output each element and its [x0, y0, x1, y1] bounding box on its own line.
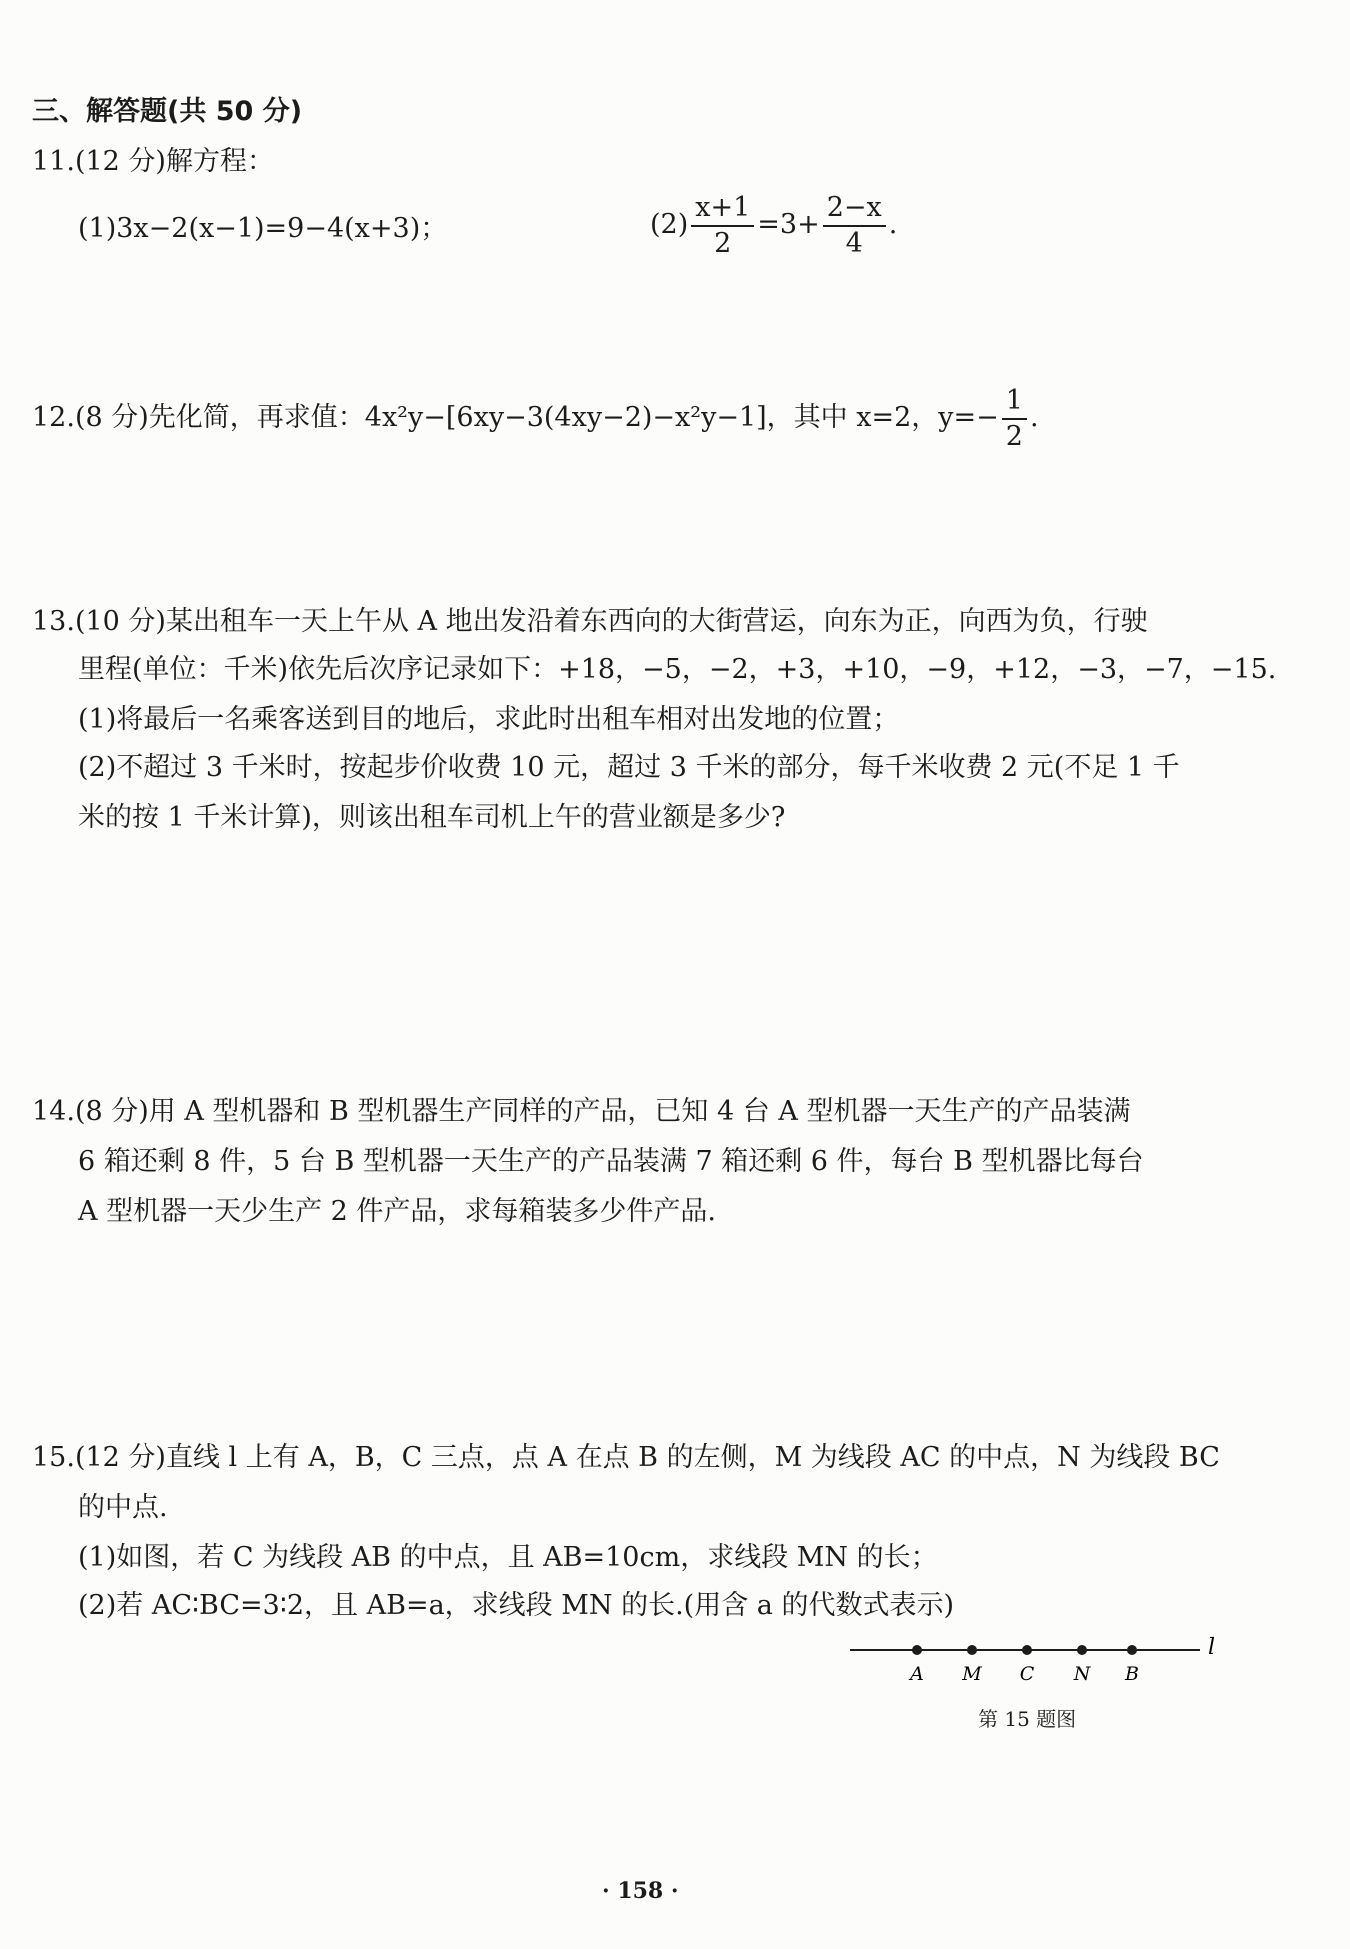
q11-lhs-numerator: x+1	[691, 193, 754, 227]
q11-part2-prefix: (2)	[650, 209, 689, 241]
point-b-label: B	[1125, 1663, 1139, 1685]
q12-fraction-numerator: 1	[1002, 386, 1027, 420]
q13-line-5: 米的按 1 千米计算)，则该出租车司机上午的营业额是多少?	[78, 802, 786, 833]
q12-line	[32, 386, 1039, 451]
q15-line-2: 的中点.	[78, 1492, 168, 1523]
section-title: 三、解答题(共 50 分)	[32, 96, 303, 127]
q11-stem: 11.(12 分)解方程：	[32, 146, 274, 177]
point-m	[967, 1645, 977, 1655]
figure-caption: 第 15 题图	[978, 1707, 1077, 1731]
q12-fraction-denominator: 2	[1005, 420, 1023, 452]
point-b	[1127, 1645, 1137, 1655]
q11-part2-mid: =3+	[757, 209, 820, 241]
point-m-label: M	[962, 1663, 982, 1685]
q15-line-4: (2)若 AC∶BC=3∶2，且 AB=a，求线段 MN 的长.(用含 a 的代数式表示)	[78, 1590, 955, 1621]
q12-stem-b: ，其中 x=2，y=−	[766, 402, 999, 434]
q11-rhs-denominator: 4	[845, 227, 863, 259]
q12-end: .	[1029, 402, 1039, 434]
point-c	[1022, 1645, 1032, 1655]
q12-expression: 4x²y−[6xy−3(4xy−2)−x²y−1]	[364, 402, 767, 434]
point-a	[912, 1645, 922, 1655]
q13-line-3: (1)将最后一名乘客送到目的地后，求此时出租车相对出发地的位置；	[78, 704, 900, 735]
q13-line-2: 里程(单位：千米)依先后次序记录如下：+18，−5，−2，+3，+10，−9，+12，−3，−7，−15.	[78, 654, 1277, 685]
q15-figure	[840, 1630, 1230, 1700]
q11-lhs-denominator: 2	[714, 227, 732, 259]
q15-line-1: 15.(12 分)直线 l 上有 A，B，C 三点，点 A 在点 B 的左侧，M 为线段 AC 的中点，N 为线段 BC	[32, 1442, 1220, 1473]
q11-rhs-numerator: 2−x	[823, 193, 886, 227]
q11-rhs-fraction	[823, 193, 886, 258]
q13-line-1: 13.(10 分)某出租车一天上午从 A 地出发沿着东西向的大街营运，向东为正，向西为负，行驶	[32, 606, 1148, 637]
point-a-label: A	[910, 1663, 924, 1685]
page-number: · 158 ·	[602, 1878, 679, 1904]
q15-line-3: (1)如图，若 C 为线段 AB 的中点，且 AB=10cm，求线段 MN 的长；	[78, 1542, 938, 1573]
point-c-label: C	[1019, 1663, 1035, 1685]
q13-line-4: (2)不超过 3 千米时，按起步价收费 10 元，超过 3 千米的部分，每千米收费 2 元(不足 1 千	[78, 752, 1180, 783]
q14-line-2: 6 箱还剩 8 件，5 台 B 型机器一天生产的产品装满 7 箱还剩 6 件，每台 B 型机器比每台	[78, 1146, 1144, 1177]
q11-part1: (1)3x−2(x−1)=9−4(x+3)；	[78, 213, 448, 244]
q12-stem-a: 12.(8 分)先化简，再求值：	[32, 402, 365, 434]
point-n	[1077, 1645, 1087, 1655]
q14-line-1: 14.(8 分)用 A 型机器和 B 型机器生产同样的产品，已知 4 台 A 型机器一天生产的产品装满	[32, 1096, 1131, 1127]
q11-lhs-fraction	[691, 193, 754, 258]
q12-fraction	[1002, 386, 1027, 451]
q11-part2-end: .	[888, 209, 898, 241]
q14-line-3: A 型机器一天少生产 2 件产品，求每箱装多少件产品.	[78, 1196, 717, 1227]
point-n-label: N	[1073, 1663, 1091, 1685]
line-l-label: l	[1208, 1635, 1216, 1660]
q11-part2	[650, 193, 897, 258]
